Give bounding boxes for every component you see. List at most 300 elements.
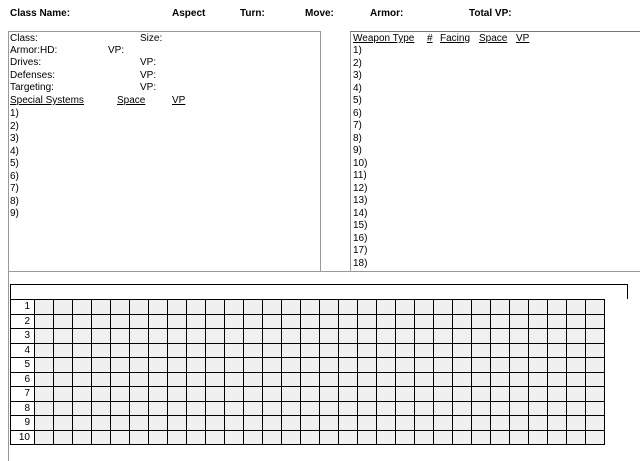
grid-cell[interactable] bbox=[206, 416, 225, 431]
grid-cell[interactable] bbox=[168, 430, 187, 445]
grid-cell[interactable] bbox=[377, 314, 396, 329]
grid-cell[interactable] bbox=[187, 430, 206, 445]
grid-cell[interactable] bbox=[339, 387, 358, 402]
grid-cell[interactable] bbox=[339, 372, 358, 387]
grid-cell[interactable] bbox=[206, 372, 225, 387]
grid-cell[interactable] bbox=[73, 314, 92, 329]
grid-cell[interactable] bbox=[434, 401, 453, 416]
grid-cell[interactable] bbox=[472, 387, 491, 402]
grid-cell[interactable] bbox=[111, 343, 130, 358]
grid-cell[interactable] bbox=[111, 314, 130, 329]
grid-cell[interactable] bbox=[282, 314, 301, 329]
grid-cell[interactable] bbox=[472, 300, 491, 315]
grid-cell[interactable] bbox=[149, 314, 168, 329]
grid-cell[interactable] bbox=[35, 329, 54, 344]
grid-cell[interactable] bbox=[111, 401, 130, 416]
grid-cell[interactable] bbox=[149, 372, 168, 387]
grid-cell[interactable] bbox=[491, 430, 510, 445]
grid-cell[interactable] bbox=[92, 343, 111, 358]
grid-cell[interactable] bbox=[472, 372, 491, 387]
grid-cell[interactable] bbox=[130, 372, 149, 387]
grid-cell[interactable] bbox=[92, 314, 111, 329]
grid-cell[interactable] bbox=[263, 314, 282, 329]
grid-cell[interactable] bbox=[339, 329, 358, 344]
grid-cell[interactable] bbox=[529, 300, 548, 315]
grid-cell[interactable] bbox=[168, 343, 187, 358]
grid-cell[interactable] bbox=[472, 329, 491, 344]
grid-cell[interactable] bbox=[244, 314, 263, 329]
grid-cell[interactable] bbox=[168, 329, 187, 344]
grid-cell[interactable] bbox=[320, 329, 339, 344]
grid-cell[interactable] bbox=[320, 358, 339, 373]
grid-cell[interactable] bbox=[491, 300, 510, 315]
grid-cell[interactable] bbox=[225, 416, 244, 431]
grid-cell[interactable] bbox=[149, 387, 168, 402]
grid-cell[interactable] bbox=[92, 430, 111, 445]
grid-cell[interactable] bbox=[358, 314, 377, 329]
grid-cell[interactable] bbox=[510, 314, 529, 329]
grid-cell[interactable] bbox=[377, 358, 396, 373]
grid-cell[interactable] bbox=[377, 430, 396, 445]
grid-cell[interactable] bbox=[206, 314, 225, 329]
grid-cell[interactable] bbox=[434, 314, 453, 329]
grid-cell[interactable] bbox=[358, 300, 377, 315]
grid-cell[interactable] bbox=[415, 343, 434, 358]
grid-cell[interactable] bbox=[92, 387, 111, 402]
grid-cell[interactable] bbox=[339, 401, 358, 416]
grid-cell[interactable] bbox=[168, 372, 187, 387]
grid-cell[interactable] bbox=[92, 329, 111, 344]
grid-cell[interactable] bbox=[377, 401, 396, 416]
grid-cell[interactable] bbox=[244, 343, 263, 358]
grid-cell[interactable] bbox=[510, 372, 529, 387]
grid-cell[interactable] bbox=[358, 343, 377, 358]
grid-cell[interactable] bbox=[453, 358, 472, 373]
grid-cell[interactable] bbox=[244, 372, 263, 387]
grid-cell[interactable] bbox=[206, 358, 225, 373]
grid-cell[interactable] bbox=[415, 300, 434, 315]
grid-cell[interactable] bbox=[301, 358, 320, 373]
grid-cell[interactable] bbox=[529, 314, 548, 329]
grid-cell[interactable] bbox=[510, 387, 529, 402]
grid-cell[interactable] bbox=[168, 387, 187, 402]
grid-cell[interactable] bbox=[92, 372, 111, 387]
grid-cell[interactable] bbox=[301, 416, 320, 431]
grid-cell[interactable] bbox=[149, 300, 168, 315]
grid-cell[interactable] bbox=[263, 372, 282, 387]
grid-cell[interactable] bbox=[244, 329, 263, 344]
grid-cell[interactable] bbox=[244, 387, 263, 402]
grid-cell[interactable] bbox=[225, 358, 244, 373]
grid-cell[interactable] bbox=[396, 401, 415, 416]
grid-cell[interactable] bbox=[415, 401, 434, 416]
grid-cell[interactable] bbox=[73, 372, 92, 387]
grid-cell[interactable] bbox=[472, 358, 491, 373]
grid-cell[interactable] bbox=[358, 430, 377, 445]
grid-cell[interactable] bbox=[567, 387, 586, 402]
grid-cell[interactable] bbox=[244, 430, 263, 445]
grid-cell[interactable] bbox=[35, 358, 54, 373]
grid-cell[interactable] bbox=[111, 372, 130, 387]
grid-cell[interactable] bbox=[396, 430, 415, 445]
grid-cell[interactable] bbox=[206, 387, 225, 402]
grid-cell[interactable] bbox=[358, 329, 377, 344]
grid-cell[interactable] bbox=[35, 300, 54, 315]
grid-cell[interactable] bbox=[491, 343, 510, 358]
grid-cell[interactable] bbox=[396, 314, 415, 329]
grid-cell[interactable] bbox=[263, 329, 282, 344]
grid-cell[interactable] bbox=[282, 416, 301, 431]
grid-cell[interactable] bbox=[301, 401, 320, 416]
grid-cell[interactable] bbox=[377, 300, 396, 315]
grid-cell[interactable] bbox=[282, 372, 301, 387]
grid-cell[interactable] bbox=[396, 343, 415, 358]
grid-cell[interactable] bbox=[396, 358, 415, 373]
grid-cell[interactable] bbox=[149, 416, 168, 431]
grid-cell[interactable] bbox=[187, 358, 206, 373]
grid-cell[interactable] bbox=[301, 343, 320, 358]
grid-cell[interactable] bbox=[415, 430, 434, 445]
grid-cell[interactable] bbox=[567, 401, 586, 416]
grid-cell[interactable] bbox=[130, 343, 149, 358]
grid-cell[interactable] bbox=[453, 329, 472, 344]
grid-cell[interactable] bbox=[491, 358, 510, 373]
grid-cell[interactable] bbox=[415, 372, 434, 387]
grid-cell[interactable] bbox=[320, 372, 339, 387]
grid-cell[interactable] bbox=[415, 329, 434, 344]
grid-cell[interactable] bbox=[510, 300, 529, 315]
grid-cell[interactable] bbox=[130, 358, 149, 373]
grid-cell[interactable] bbox=[320, 343, 339, 358]
grid-cell[interactable] bbox=[225, 401, 244, 416]
grid-cell[interactable] bbox=[187, 387, 206, 402]
grid-cell[interactable] bbox=[187, 314, 206, 329]
grid-cell[interactable] bbox=[73, 343, 92, 358]
grid-cell[interactable] bbox=[301, 430, 320, 445]
grid-cell[interactable] bbox=[244, 401, 263, 416]
grid-cell[interactable] bbox=[54, 329, 73, 344]
grid-cell[interactable] bbox=[453, 387, 472, 402]
grid-cell[interactable] bbox=[358, 416, 377, 431]
grid-cell[interactable] bbox=[54, 416, 73, 431]
grid-cell[interactable] bbox=[472, 314, 491, 329]
grid-cell[interactable] bbox=[377, 329, 396, 344]
grid-cell[interactable] bbox=[510, 343, 529, 358]
grid-cell[interactable] bbox=[130, 300, 149, 315]
grid-cell[interactable] bbox=[54, 300, 73, 315]
grid-cell[interactable] bbox=[491, 387, 510, 402]
grid-cell[interactable] bbox=[263, 401, 282, 416]
grid-cell[interactable] bbox=[92, 416, 111, 431]
grid-cell[interactable] bbox=[491, 416, 510, 431]
grid-cell[interactable] bbox=[35, 416, 54, 431]
grid-cell[interactable] bbox=[282, 430, 301, 445]
grid-cell[interactable] bbox=[73, 329, 92, 344]
grid-cell[interactable] bbox=[586, 387, 605, 402]
grid-cell[interactable] bbox=[301, 387, 320, 402]
grid-cell[interactable] bbox=[548, 430, 567, 445]
grid-cell[interactable] bbox=[320, 300, 339, 315]
grid-cell[interactable] bbox=[263, 387, 282, 402]
grid-cell[interactable] bbox=[282, 343, 301, 358]
grid-cell[interactable] bbox=[339, 314, 358, 329]
grid-cell[interactable] bbox=[92, 300, 111, 315]
grid-cell[interactable] bbox=[472, 343, 491, 358]
grid-cell[interactable] bbox=[168, 416, 187, 431]
grid-cell[interactable] bbox=[586, 358, 605, 373]
grid-cell[interactable] bbox=[111, 430, 130, 445]
grid-cell[interactable] bbox=[548, 387, 567, 402]
grid-cell[interactable] bbox=[244, 300, 263, 315]
grid-cell[interactable] bbox=[377, 416, 396, 431]
grid-cell[interactable] bbox=[434, 372, 453, 387]
grid-cell[interactable] bbox=[206, 430, 225, 445]
grid-cell[interactable] bbox=[567, 300, 586, 315]
grid-cell[interactable] bbox=[54, 314, 73, 329]
grid-cell[interactable] bbox=[453, 430, 472, 445]
grid-cell[interactable] bbox=[529, 343, 548, 358]
grid-cell[interactable] bbox=[529, 401, 548, 416]
grid-cell[interactable] bbox=[415, 358, 434, 373]
grid-cell[interactable] bbox=[282, 401, 301, 416]
grid-cell[interactable] bbox=[206, 343, 225, 358]
grid-cell[interactable] bbox=[586, 300, 605, 315]
grid-cell[interactable] bbox=[225, 387, 244, 402]
grid-cell[interactable] bbox=[567, 314, 586, 329]
grid-cell[interactable] bbox=[491, 372, 510, 387]
grid-cell[interactable] bbox=[434, 430, 453, 445]
grid-cell[interactable] bbox=[510, 329, 529, 344]
grid-cell[interactable] bbox=[187, 329, 206, 344]
grid-cell[interactable] bbox=[377, 343, 396, 358]
grid-cell[interactable] bbox=[111, 387, 130, 402]
grid-cell[interactable] bbox=[396, 300, 415, 315]
grid-cell[interactable] bbox=[377, 387, 396, 402]
grid-cell[interactable] bbox=[35, 401, 54, 416]
grid-cell[interactable] bbox=[225, 300, 244, 315]
grid-cell[interactable] bbox=[301, 329, 320, 344]
grid-cell[interactable] bbox=[510, 358, 529, 373]
grid-cell[interactable] bbox=[339, 358, 358, 373]
grid-cell[interactable] bbox=[54, 401, 73, 416]
grid-cell[interactable] bbox=[377, 372, 396, 387]
grid-cell[interactable] bbox=[529, 430, 548, 445]
grid-cell[interactable] bbox=[187, 401, 206, 416]
grid-cell[interactable] bbox=[244, 416, 263, 431]
grid-cell[interactable] bbox=[206, 300, 225, 315]
grid-cell[interactable] bbox=[396, 329, 415, 344]
grid-cell[interactable] bbox=[130, 430, 149, 445]
grid-cell[interactable] bbox=[567, 329, 586, 344]
grid-cell[interactable] bbox=[149, 343, 168, 358]
grid-cell[interactable] bbox=[548, 358, 567, 373]
grid-cell[interactable] bbox=[35, 430, 54, 445]
grid-cell[interactable] bbox=[130, 314, 149, 329]
grid-cell[interactable] bbox=[586, 314, 605, 329]
grid-cell[interactable] bbox=[206, 329, 225, 344]
grid-cell[interactable] bbox=[111, 416, 130, 431]
grid-cell[interactable] bbox=[339, 416, 358, 431]
grid-cell[interactable] bbox=[92, 401, 111, 416]
grid-cell[interactable] bbox=[529, 329, 548, 344]
grid-cell[interactable] bbox=[548, 300, 567, 315]
grid-cell[interactable] bbox=[92, 358, 111, 373]
grid-cell[interactable] bbox=[472, 430, 491, 445]
grid-cell[interactable] bbox=[168, 358, 187, 373]
grid-cell[interactable] bbox=[320, 314, 339, 329]
grid-cell[interactable] bbox=[586, 329, 605, 344]
grid-cell[interactable] bbox=[567, 358, 586, 373]
grid-cell[interactable] bbox=[320, 387, 339, 402]
grid-cell[interactable] bbox=[187, 416, 206, 431]
grid-cell[interactable] bbox=[453, 401, 472, 416]
grid-cell[interactable] bbox=[54, 372, 73, 387]
grid-cell[interactable] bbox=[586, 430, 605, 445]
grid-cell[interactable] bbox=[510, 430, 529, 445]
grid-cell[interactable] bbox=[73, 430, 92, 445]
grid-cell[interactable] bbox=[529, 416, 548, 431]
grid-cell[interactable] bbox=[111, 358, 130, 373]
grid-cell[interactable] bbox=[548, 343, 567, 358]
grid-cell[interactable] bbox=[301, 300, 320, 315]
grid-cell[interactable] bbox=[586, 416, 605, 431]
grid-cell[interactable] bbox=[73, 300, 92, 315]
grid-cell[interactable] bbox=[54, 430, 73, 445]
grid-cell[interactable] bbox=[567, 372, 586, 387]
grid-cell[interactable] bbox=[35, 387, 54, 402]
grid-cell[interactable] bbox=[453, 300, 472, 315]
grid-cell[interactable] bbox=[282, 329, 301, 344]
grid-cell[interactable] bbox=[339, 300, 358, 315]
grid-cell[interactable] bbox=[339, 343, 358, 358]
grid-cell[interactable] bbox=[453, 343, 472, 358]
grid-cell[interactable] bbox=[301, 372, 320, 387]
grid-cell[interactable] bbox=[396, 387, 415, 402]
grid-cell[interactable] bbox=[434, 358, 453, 373]
grid-cell[interactable] bbox=[130, 401, 149, 416]
grid-cell[interactable] bbox=[225, 329, 244, 344]
grid-cell[interactable] bbox=[472, 401, 491, 416]
grid-cell[interactable] bbox=[35, 372, 54, 387]
grid-cell[interactable] bbox=[225, 314, 244, 329]
grid-cell[interactable] bbox=[548, 329, 567, 344]
grid-cell[interactable] bbox=[510, 416, 529, 431]
grid-cell[interactable] bbox=[149, 430, 168, 445]
grid-cell[interactable] bbox=[73, 387, 92, 402]
grid-cell[interactable] bbox=[529, 372, 548, 387]
grid-cell[interactable] bbox=[586, 401, 605, 416]
grid-cell[interactable] bbox=[54, 387, 73, 402]
grid-cell[interactable] bbox=[320, 401, 339, 416]
grid-cell[interactable] bbox=[548, 372, 567, 387]
grid-cell[interactable] bbox=[358, 358, 377, 373]
grid-cell[interactable] bbox=[567, 430, 586, 445]
grid-cell[interactable] bbox=[320, 430, 339, 445]
grid-cell[interactable] bbox=[244, 358, 263, 373]
grid-cell[interactable] bbox=[130, 387, 149, 402]
grid-cell[interactable] bbox=[35, 314, 54, 329]
grid-cell[interactable] bbox=[586, 343, 605, 358]
grid-cell[interactable] bbox=[301, 314, 320, 329]
grid-cell[interactable] bbox=[529, 358, 548, 373]
grid-cell[interactable] bbox=[111, 329, 130, 344]
grid-cell[interactable] bbox=[358, 401, 377, 416]
grid-cell[interactable] bbox=[548, 314, 567, 329]
grid-cell[interactable] bbox=[415, 416, 434, 431]
grid-cell[interactable] bbox=[263, 300, 282, 315]
grid-cell[interactable] bbox=[149, 401, 168, 416]
grid-cell[interactable] bbox=[35, 343, 54, 358]
grid-cell[interactable] bbox=[434, 416, 453, 431]
grid-cell[interactable] bbox=[263, 343, 282, 358]
grid-cell[interactable] bbox=[396, 372, 415, 387]
grid-cell[interactable] bbox=[510, 401, 529, 416]
grid-cell[interactable] bbox=[282, 387, 301, 402]
grid-cell[interactable] bbox=[130, 329, 149, 344]
grid-cell[interactable] bbox=[54, 358, 73, 373]
grid-cell[interactable] bbox=[453, 372, 472, 387]
grid-cell[interactable] bbox=[472, 416, 491, 431]
grid-cell[interactable] bbox=[491, 314, 510, 329]
grid-cell[interactable] bbox=[168, 300, 187, 315]
grid-cell[interactable] bbox=[111, 300, 130, 315]
grid-cell[interactable] bbox=[453, 314, 472, 329]
grid-cell[interactable] bbox=[225, 372, 244, 387]
grid-cell[interactable] bbox=[491, 401, 510, 416]
grid-cell[interactable] bbox=[263, 358, 282, 373]
grid-cell[interactable] bbox=[149, 358, 168, 373]
grid-cell[interactable] bbox=[358, 387, 377, 402]
grid-cell[interactable] bbox=[491, 329, 510, 344]
grid-cell[interactable] bbox=[434, 300, 453, 315]
grid-cell[interactable] bbox=[548, 401, 567, 416]
grid-cell[interactable] bbox=[282, 358, 301, 373]
grid-cell[interactable] bbox=[149, 329, 168, 344]
grid-cell[interactable] bbox=[529, 387, 548, 402]
grid-cell[interactable] bbox=[358, 372, 377, 387]
grid-cell[interactable] bbox=[567, 343, 586, 358]
grid-cell[interactable] bbox=[453, 416, 472, 431]
grid-cell[interactable] bbox=[282, 300, 301, 315]
grid-cell[interactable] bbox=[320, 416, 339, 431]
grid-cell[interactable] bbox=[548, 416, 567, 431]
grid-cell[interactable] bbox=[187, 372, 206, 387]
grid-cell[interactable] bbox=[168, 314, 187, 329]
grid-cell[interactable] bbox=[434, 343, 453, 358]
grid-cell[interactable] bbox=[73, 358, 92, 373]
grid-cell[interactable] bbox=[225, 343, 244, 358]
grid-cell[interactable] bbox=[263, 430, 282, 445]
grid-cell[interactable] bbox=[73, 416, 92, 431]
grid-cell[interactable] bbox=[263, 416, 282, 431]
grid-cell[interactable] bbox=[434, 329, 453, 344]
grid-cell[interactable] bbox=[586, 372, 605, 387]
grid-cell[interactable] bbox=[130, 416, 149, 431]
grid-cell[interactable] bbox=[187, 343, 206, 358]
grid-cell[interactable] bbox=[225, 430, 244, 445]
grid-cell[interactable] bbox=[434, 387, 453, 402]
grid-cell[interactable] bbox=[54, 343, 73, 358]
grid-cell[interactable] bbox=[396, 416, 415, 431]
grid-cell[interactable] bbox=[168, 401, 187, 416]
grid-cell[interactable] bbox=[415, 314, 434, 329]
grid-cell[interactable] bbox=[567, 416, 586, 431]
grid-cell[interactable] bbox=[415, 387, 434, 402]
grid-cell[interactable] bbox=[339, 430, 358, 445]
grid-cell[interactable] bbox=[206, 401, 225, 416]
grid-cell[interactable] bbox=[187, 300, 206, 315]
grid-cell[interactable] bbox=[73, 401, 92, 416]
